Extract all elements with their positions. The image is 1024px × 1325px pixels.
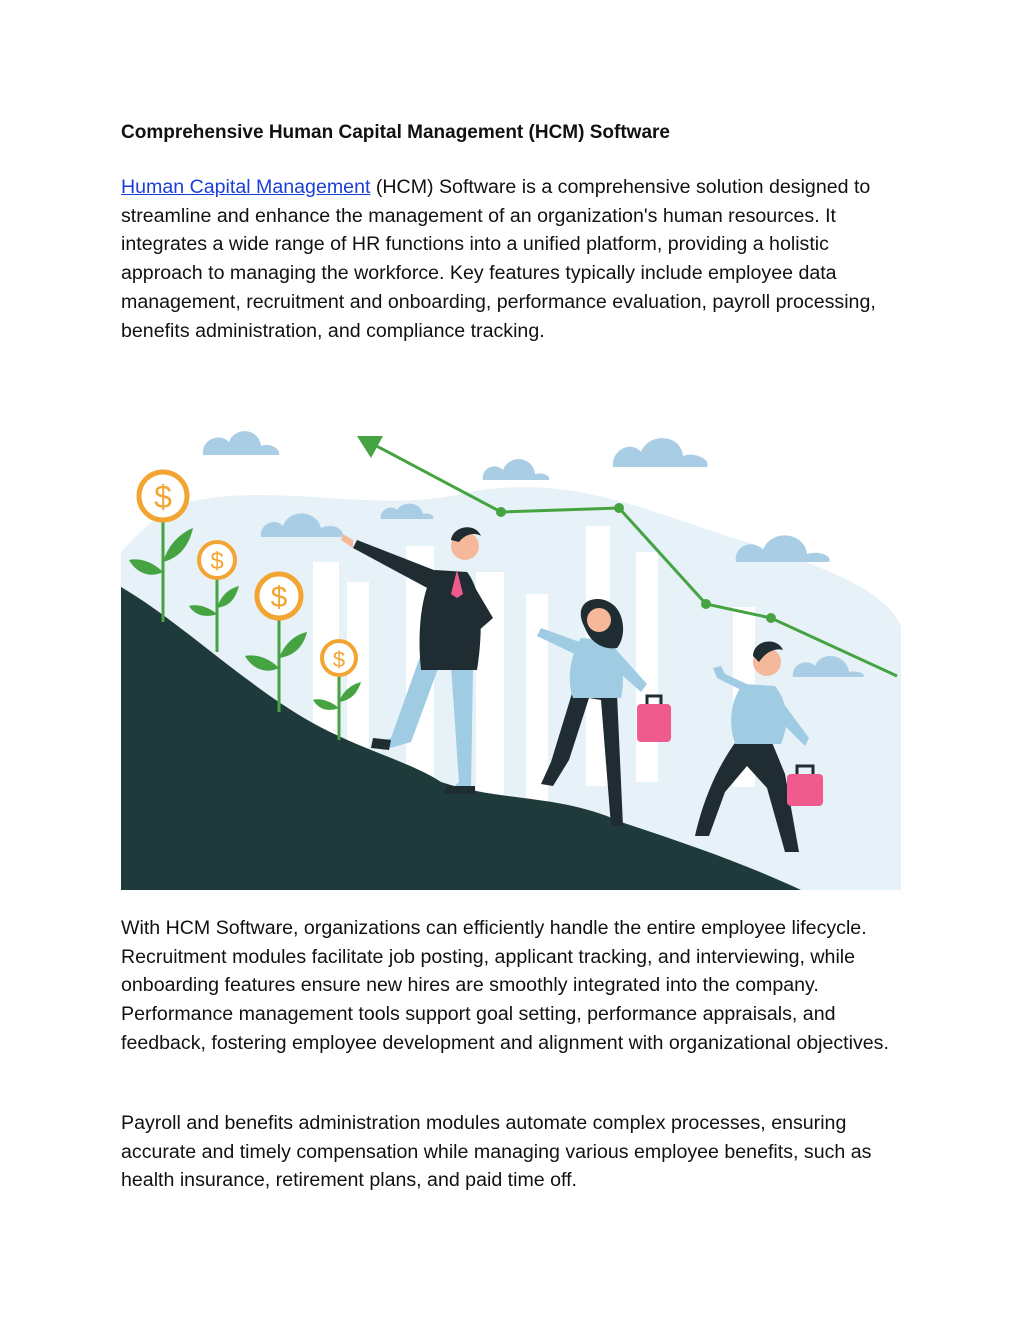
lifecycle-paragraph: With HCM Software, organizations can efficiently handle the entire employee lifecycle. Recruitment modules facilitate job posting, applicant tracking, and interviewing, while onboarding features ensure new hires are smoothly integrated into the company. Performance management tools support goal setting, performance appraisals, and feedback, fostering employee development and alignment with organizational objectives. — [121, 917, 889, 1054]
line-node — [701, 599, 711, 609]
shoe — [443, 786, 475, 794]
cloud-icon — [483, 459, 550, 480]
line-node — [614, 503, 624, 513]
coin-symbol: $ — [154, 479, 172, 515]
bg-bar — [636, 552, 658, 782]
cloud-icon — [203, 431, 279, 455]
line-node — [766, 613, 776, 623]
bg-bar — [526, 594, 548, 804]
cloud-icon — [736, 535, 830, 562]
coin-symbol: $ — [270, 581, 288, 614]
line-node — [496, 507, 506, 517]
page-title: Comprehensive Human Capital Management (HCM) Software — [121, 122, 670, 143]
shoe — [371, 738, 391, 750]
payroll-paragraph: Payroll and benefits administration modules automate complex processes, ensuring accurate and timely compensation while managing various employee benefits, such as health insurance, retirement plans, and paid time off. — [121, 1112, 872, 1192]
cloud-icon — [613, 438, 708, 467]
intro-paragraph — [121, 173, 911, 345]
intro-text: (HCM) Software is a comprehensive solution designed to streamline and enhance the management of an organization's human resources. It integrates a wide range of HR functions into a unified platform, providing a holistic approach to managing the workforce. Key features typically include employee data management, recruitment and onboarding, performance evaluation, payroll processing, benefits administration, and compliance tracking. — [121, 176, 876, 342]
avatar — [587, 608, 611, 632]
coin-symbol: $ — [332, 647, 346, 672]
briefcase-icon — [787, 774, 823, 806]
briefcase-icon — [637, 704, 671, 742]
coin-symbol: $ — [210, 548, 224, 575]
hcm-growth-illustration — [121, 422, 901, 890]
hcm-link[interactable]: Human Capital Management — [121, 176, 371, 198]
